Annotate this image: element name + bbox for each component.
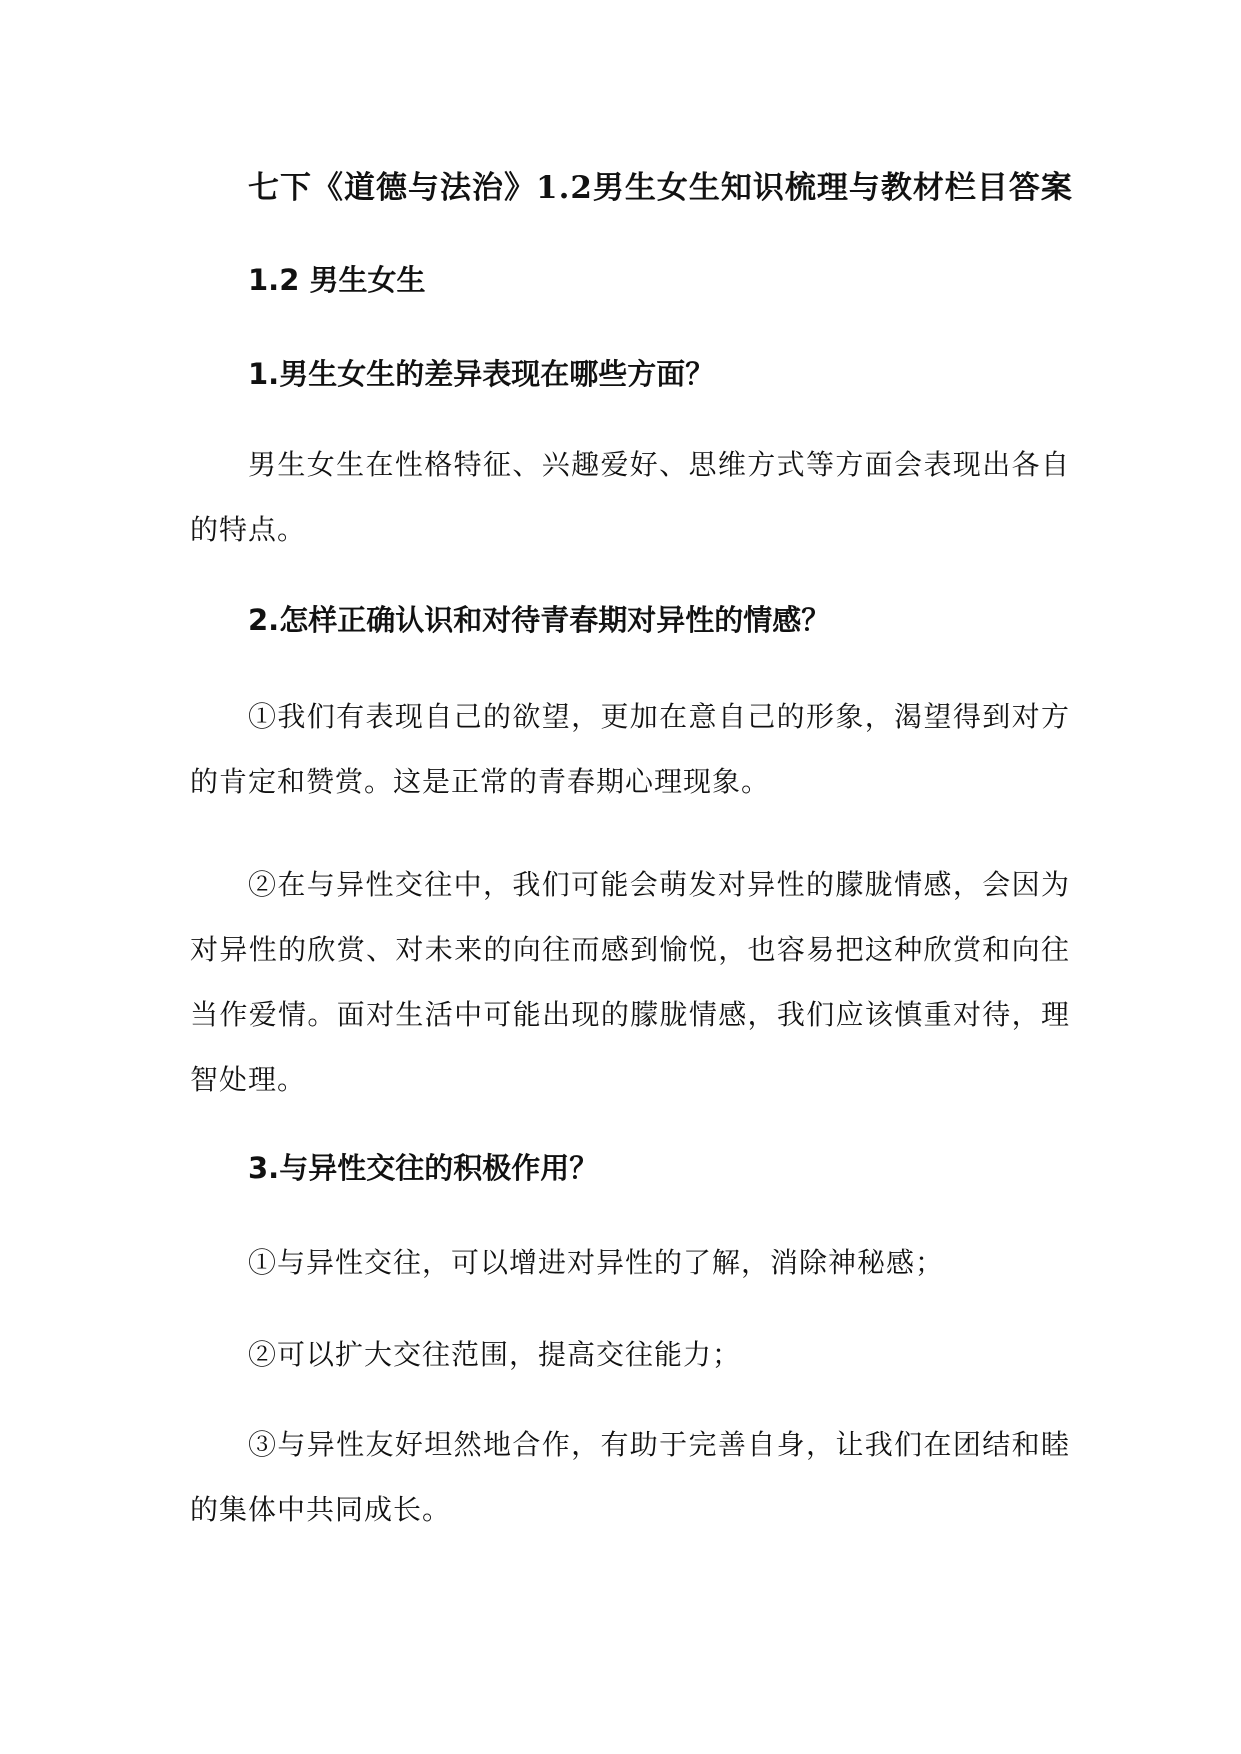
question-2-point-2: ②在与异性交往中，我们可能会萌发对异性的朦胧情感，会因为对异性的欣赏、对未来的向往而感到愉悦，也容易把这种欣赏和向往当作爱情。面对生活中可能出现的朦胧情感，我们应该慎重对待，理智处理。 [190, 868, 1070, 1096]
question-2-heading: 2.怎样正确认识和对待青春期对异性的情感？ [248, 603, 831, 637]
question-3-point-1: ①与异性交往，可以增进对异性的了解，消除神秘感； [248, 1246, 945, 1279]
question-3-point-2: ②可以扩大交往范围，提高交往能力； [248, 1338, 742, 1371]
question-3-heading: 3.与异性交往的积极作用？ [248, 1151, 599, 1185]
question-2-point-1: ①我们有表现自己的欲望，更加在意自己的形象，渴望得到对方的肯定和赞赏。这是正常的青春期心理现象。 [190, 700, 1070, 798]
section-heading: 1.2 男生女生 [248, 263, 426, 297]
question-1-answer: 男生女生在性格特征、兴趣爱好、思维方式等方面会表现出各自的特点。 [190, 448, 1070, 546]
question-1-heading: 1.男生女生的差异表现在哪些方面？ [248, 357, 715, 391]
document-title: 七下《道德与法治》1.2男生女生知识梳理与教材栏目答案 [248, 170, 1073, 206]
question-3-point-3: ③与异性友好坦然地合作，有助于完善自身，让我们在团结和睦的集体中共同成长。 [190, 1428, 1070, 1526]
